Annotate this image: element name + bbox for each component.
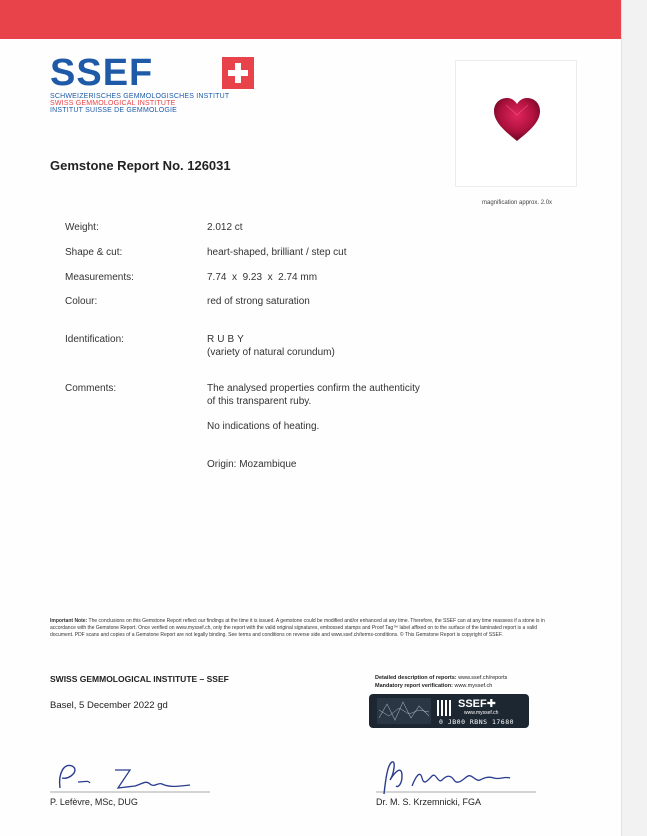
- important-note: [50, 618, 555, 639]
- qr-code-icon: [437, 700, 453, 716]
- place-date: Basel, 5 December 2022 gd: [50, 700, 168, 711]
- institute-name: SWISS GEMMOLOGICAL INSTITUTE – SSEF: [50, 674, 229, 684]
- comment-heating: No indications of heating.: [207, 421, 320, 432]
- value-weight: 2.012 ct: [207, 222, 243, 233]
- important-note-label: Important Note:: [50, 618, 88, 624]
- gem-photo: [455, 60, 577, 187]
- proof-tag-logo: SSEF✚: [458, 698, 496, 710]
- hologram-pattern-icon: [377, 698, 431, 724]
- signature-krzemnicki: [376, 756, 551, 796]
- report-title: Gemstone Report No. 126031: [50, 158, 231, 173]
- ruby-heart-icon: [492, 97, 542, 143]
- logo-line-english: SWISS GEMMOLOGICAL INSTITUTE: [50, 100, 176, 107]
- value-shape-cut: heart-shaped, brilliant / step cut: [207, 247, 347, 258]
- swiss-cross-icon: [222, 57, 254, 89]
- signer-lefevre: P. Lefèvre, MSc, DUG: [50, 797, 138, 807]
- signer-krzemnicki: Dr. M. S. Krzemnicki, FGA: [376, 797, 482, 807]
- label-measurements: Measurements:: [65, 272, 134, 283]
- magnification-caption: magnification approx. 2.0x: [482, 200, 553, 206]
- verify-label: Mandatory report verification:: [375, 683, 453, 689]
- proof-tag-label: [369, 694, 529, 728]
- comment-line-2: of this transparent ruby.: [207, 396, 312, 407]
- comment-origin: Origin: Mozambique: [207, 459, 297, 470]
- important-note-text: The conclusions on this Gemstone Report reflect our findings at the time it is issued. A gemstone could be modified and/or enhanced at any time. Therefore, the SSEF can at any time reassess if a stone is in accordance with the Gemstone Report. Once verified on www.myssef.ch, only the report with the valid original signatures, embossed stamps and Proof Tag™ label affixed on to the surface of the laminated report is a valid document. PDF scans and copies of a Gemstone Report are not legally binding. See terms and conditions on reverse side and www.ssef.ch/terms-conditions. © This Gemstone Report is copyright of SSEF.: [50, 618, 545, 638]
- label-colour: Colour:: [65, 296, 98, 307]
- logo-line-french: INSTITUT SUISSE DE GEMMOLOGIE: [50, 107, 178, 114]
- label-comments: Comments:: [65, 383, 117, 394]
- value-measurements: 7.74 x 9.23 x 2.74 mm: [207, 272, 318, 283]
- signature-lefevre: [50, 758, 220, 798]
- verify-url[interactable]: www.myssef.ch: [454, 683, 493, 689]
- comment-line-1: The analysed properties confirm the authenticity: [207, 383, 420, 394]
- label-identification: Identification:: [65, 334, 124, 345]
- page-edge: [621, 0, 647, 836]
- top-red-band: [0, 0, 647, 39]
- value-colour: red of strong saturation: [207, 296, 310, 307]
- value-identification-variety: (variety of natural corundum): [207, 347, 335, 358]
- ssef-logo: [50, 52, 230, 114]
- logo-line-german: SCHWEIZERISCHES GEMMOLOGISCHES INSTITUT: [50, 93, 230, 100]
- proof-tag-url: www.myssef.ch: [464, 710, 499, 716]
- label-weight: Weight:: [65, 222, 99, 233]
- value-identification: RUBY: [207, 334, 247, 345]
- report-links: [375, 674, 507, 690]
- proof-tag-code: 0 JB00 RBNS 17680: [439, 718, 515, 726]
- logo-wordmark: SSEF: [50, 52, 154, 94]
- desc-url[interactable]: www.ssef.ch/reports: [458, 675, 508, 681]
- desc-label: Detailed description of reports:: [375, 675, 457, 681]
- label-shape-cut: Shape & cut:: [65, 247, 123, 258]
